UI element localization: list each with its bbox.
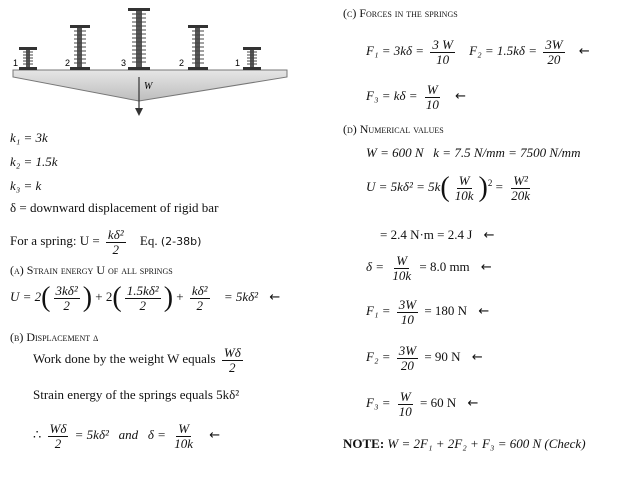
load-label: W	[144, 81, 153, 92]
f1-value: F₁ = $\frac{3W}{10}$ = 180 N ←	[366, 297, 490, 327]
section-b-heading: (b) Displacement δ	[10, 330, 99, 344]
spring-label: 1	[13, 58, 19, 68]
spring-label: 2	[65, 58, 71, 68]
spring-1-left	[19, 47, 37, 70]
f2-value: F₂ = $\frac{3W}{20}$ = 90 N ←	[366, 343, 483, 373]
spring-bar-figure	[5, 5, 295, 120]
delta-value: δ = $\frac{W}{10k}$ = 8.0 mm ←	[366, 253, 492, 283]
strain-energy-numeric: U = 5kδ² = 5k( $\frac{W}{10k}$ )$^2$ = $\frac{\text{W²}}{20k}$	[366, 172, 530, 204]
strain-energy-value: = 2.4 N·m = 2.4 J ←	[380, 227, 495, 243]
section-a-heading: (a) Strain energy U of all springs	[10, 263, 173, 277]
f3-value: F₃ = $\frac{W}{10}$ = 60 N ←	[366, 389, 479, 419]
spring-formula: For a spring: U = $\frac{\text{kδ²}}{2}$ Eq. (2-38b)	[10, 227, 202, 257]
spring-label: 3	[121, 58, 127, 68]
section-c-heading: (c) Forces in the springs	[343, 6, 458, 20]
strain-energy-line: Strain energy of the springs equals 5kδ²	[33, 387, 240, 402]
k1-def: k₁ = 3k	[10, 130, 48, 145]
spring-label: 2	[179, 58, 185, 68]
forces-f1-f2: F₁ = 3kδ = $\frac{3 W}{10}$ F₂ = 1.5kδ = $\frac{3W}{20}$ ←	[366, 37, 590, 67]
spring-label: 1	[235, 58, 241, 68]
note-check: NOTE: W = 2F₁ + 2F₂ + F₃ = 600 N (Check)	[343, 436, 586, 451]
section-d-heading: (d) Numerical values	[343, 122, 444, 136]
spring-1-right	[243, 47, 261, 70]
k2-def: k₂ = 1.5k	[10, 154, 58, 169]
spring-2-left	[70, 25, 90, 70]
numeric-values-line: W = 600 N k = 7.5 N/mm = 7500 N/mm	[366, 145, 581, 160]
force-f3: F₃ = kδ = $\frac{W}{10}$ ←	[366, 82, 466, 112]
displacement-result: ∴ $\frac{W\delta}{2}$ = 5kδ² and δ = $\frac{W}{10k}$ ←	[33, 421, 221, 451]
strain-energy-eq: U = 2( $\frac{\text{3kδ²}}{2}$ ) + 2( $\frac{\text{1.5kδ²}}{2}$ ) + $\frac{\text{kδ²}}{2}$ = 5kδ² ←	[10, 282, 281, 314]
work-done-line: Work done by the weight W equals $\frac{W\delta}{2}$	[33, 345, 241, 375]
spring-3-center	[128, 8, 150, 70]
spring-2-right	[188, 25, 208, 70]
k3-def: k₃ = k	[10, 178, 42, 193]
delta-def: δ = downward displacement of rigid bar	[10, 200, 219, 215]
